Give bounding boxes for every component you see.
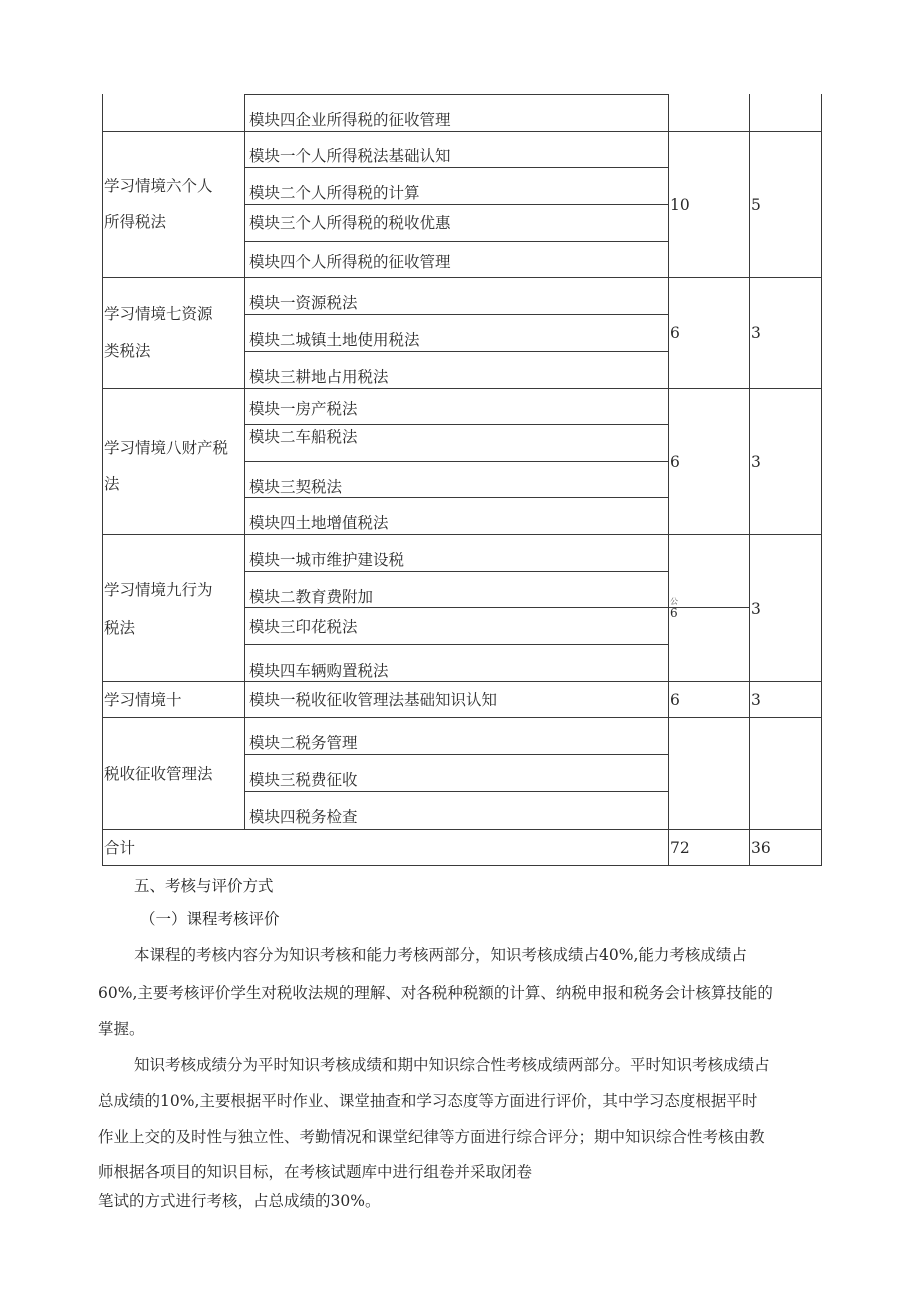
- module-cell: 模块一个人所得税法基础认知: [249, 147, 451, 165]
- situation-title: 税收征收管理法: [104, 765, 213, 783]
- hours-cell: 3: [751, 324, 761, 342]
- module-cell: 模块四税务检查: [249, 808, 358, 826]
- module-cell: 模块三印花税法: [249, 618, 358, 636]
- hours-cell: 6: [670, 691, 680, 709]
- row-line: [244, 497, 668, 498]
- row-line: [244, 461, 668, 462]
- row-line: [244, 204, 668, 205]
- total-hours: 72: [670, 839, 690, 857]
- hours-cell: 3: [751, 600, 761, 618]
- situation-title: 学习情境十: [104, 691, 182, 709]
- module-cell: 模块一城市维护建设税: [249, 551, 405, 569]
- hours-cell: 6: [670, 606, 678, 620]
- row-line: [244, 314, 668, 315]
- paragraph-line: 本课程的考核内容分为知识考核和能力考核两部分，知识考核成绩占40%,能力考核成绩占: [134, 946, 747, 964]
- table-border-right: [821, 94, 822, 866]
- row-line: [244, 791, 668, 792]
- module-cell: 模块一税收征收管理法基础知识认知: [249, 691, 498, 709]
- row-line: [102, 277, 822, 278]
- row-line: [244, 94, 668, 95]
- module-cell: 模块一房产税法: [249, 400, 358, 418]
- module-cell: 模块二车船税法: [249, 428, 358, 446]
- situation-title: 税法: [104, 619, 136, 637]
- hours-cell: 6: [670, 453, 680, 471]
- module-cell: 模块三耕地占用税法: [249, 368, 389, 386]
- situation-title: 学习情境九行为: [104, 581, 213, 599]
- row-line: [244, 167, 668, 168]
- situation-title: 学习情境七资源: [104, 305, 213, 323]
- row-line: [102, 131, 822, 132]
- hours-cell: 10: [670, 196, 690, 214]
- row-line: [244, 351, 668, 352]
- row-line: [102, 388, 822, 389]
- module-cell: 模块一资源税法: [249, 294, 358, 312]
- table-border-bottom: [102, 865, 822, 866]
- paragraph-line: 作业上交的及时性与独立性、考勤情况和课堂纪律等方面进行综合评分；期中知识综合性考核由教: [98, 1128, 765, 1146]
- table-col-divider-2: [668, 94, 669, 866]
- paragraph-line: 掌握。: [98, 1020, 145, 1038]
- paragraph-line: 笔试的方式进行考核，占总成绩的30%。: [98, 1192, 381, 1210]
- row-line: [102, 681, 822, 682]
- row-line: [102, 534, 822, 535]
- subsection-heading: （一）课程考核评价: [140, 910, 280, 928]
- situation-title: 学习情境六个人: [104, 177, 213, 195]
- situation-title: 所得税法: [104, 213, 167, 231]
- hours-cell-fragment: 公: [670, 597, 678, 606]
- paragraph-line: 60%,主要考核评价学生对税收法规的理解、对各税种税额的计算、纳税申报和税务会计核算技能的: [98, 984, 773, 1002]
- situation-title: 法: [104, 475, 120, 493]
- module-cell: 模块二教育费附加: [249, 588, 374, 606]
- row-line: [244, 754, 668, 755]
- hours-cell: 5: [751, 196, 761, 214]
- module-cell: 模块四土地增值税法: [249, 514, 389, 532]
- row-line: [102, 717, 822, 718]
- module-cell: 模块二城镇土地使用税法: [249, 331, 420, 349]
- module-cell: 模块二税务管理: [249, 734, 358, 752]
- hours-cell: 3: [751, 691, 761, 709]
- hours-cell: 3: [751, 453, 761, 471]
- row-line: [244, 644, 668, 645]
- module-cell: 模块四车辆购置税法: [249, 662, 389, 680]
- row-line: [244, 424, 668, 425]
- total-label: 合计: [104, 839, 136, 857]
- row-line: [244, 571, 668, 572]
- table-border-left: [102, 94, 103, 866]
- total-hours: 36: [751, 839, 771, 857]
- module-cell: 模块四个人所得税的征收管理: [249, 253, 451, 271]
- paragraph-line: 总成绩的10%,主要根据平时作业、课堂抽查和学习态度等方面进行评价，其中学习态度根据平时: [98, 1092, 758, 1110]
- module-cell: 模块三契税法: [249, 478, 343, 496]
- row-line: [102, 829, 822, 830]
- paragraph-line: 师根据各项目的知识目标，在考核试题库中进行组卷并采取闭卷: [98, 1163, 533, 1181]
- situation-title: 学习情境八财产税: [104, 439, 229, 457]
- table-col-divider-3: [749, 94, 750, 866]
- row-line: [244, 241, 668, 242]
- module-cell: 模块三个人所得税的税收优惠: [249, 214, 451, 232]
- module-cell: 模块四企业所得税的征收管理: [249, 111, 451, 129]
- module-cell: 模块三税费征收: [249, 771, 358, 789]
- module-cell: 模块二个人所得税的计算: [249, 184, 420, 202]
- paragraph-line: 知识考核成绩分为平时知识考核成绩和期中知识综合性考核成绩两部分。平时知识考核成绩占: [134, 1056, 770, 1074]
- hours-cell: 6: [670, 324, 680, 342]
- section-heading: 五、考核与评价方式: [134, 877, 274, 895]
- situation-title: 类税法: [104, 342, 151, 360]
